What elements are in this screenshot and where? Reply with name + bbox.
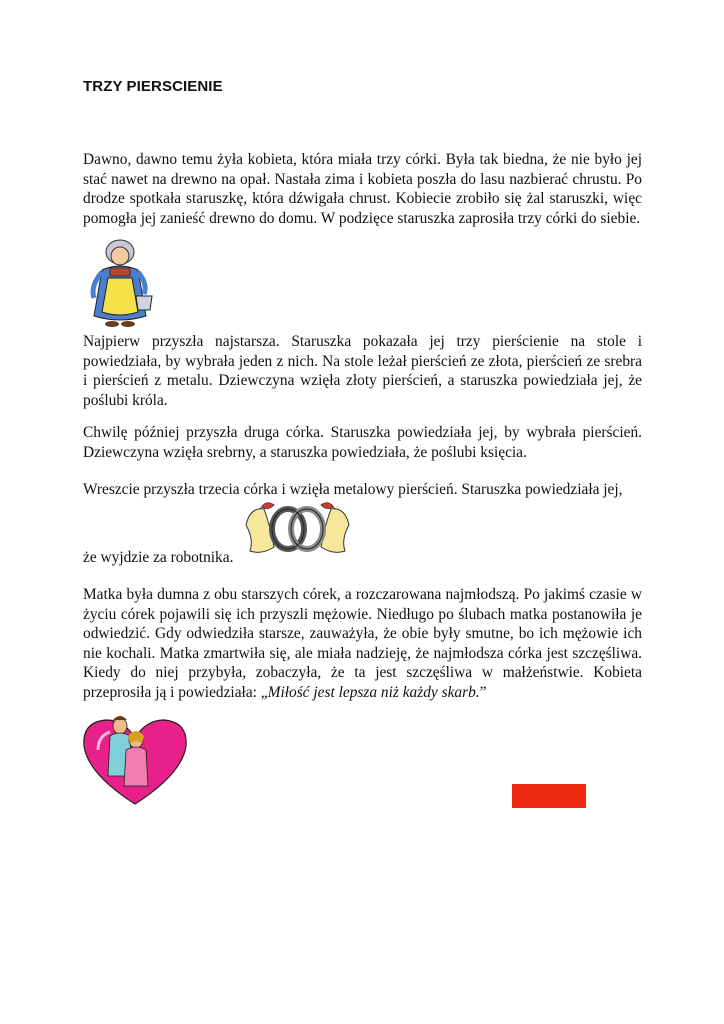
paragraph-eldest-daughter: Najpierw przyszła najstarsza. Staruszka pokazała jej trzy pierścienie na stole i powiedziała, by wybrała jeden z nich. Na stole leżał pierścień ze złota, pierścień ze srebra i pierścień z metalu. Dziewczyna wzięła złoty pierścień, a staruszka powiedziała jej, że poślubi króla.	[83, 333, 642, 409]
paragraph-second-daughter: Chwilę później przyszła druga córka. Staruszka powiedziała jej, by wybrała pierścień. Dziewczyna wzięła srebrny, a staruszka powiedziała, że poślubi księcia.	[83, 424, 642, 461]
ending-main-text: Matka była dumna z obu starszych córek, a rozczarowana najmłodszą. Po jakimś czasie w życiu córek pojawili się ich przyszli mężowie. Niedługo po ślubach matka postanowiła je odwiedzić. Gdy odwiedziła starsze, zauważyła, że obie były smutne, bo ich mężowie ich nie kochali. Matka zmartwiła się, ale miała nadzieję, że najmłodsza córka jest szczęśliwa. Kiedy do niej przybyła, zobaczyła, że ta jest szczęśliwa w małżeństwie. Kobieta przeprosiła ją i powiedziała:	[83, 586, 642, 701]
page-title: TRZY PIERSCIENIE	[83, 78, 223, 95]
heart-couple-illustration	[80, 710, 190, 808]
paragraph-ending	[83, 585, 642, 703]
paragraph-intro: Dawno, dawno temu żyła kobieta, która miała trzy córki. Była tak biedna, że nie było jej stać nawet na drewno na opał. Nastała zima i kobieta poszła do lasu nazbierać chrustu. Po drodze spotkała staruszkę, która dźwigała chrust. Kobiecie zrobiło się żal staruszki, więc pomogła jej zanieść drewno do domu. W podzięce staruszka zaprosiła trzy córki do siebie.	[83, 151, 642, 227]
close-quote-mark: ”	[479, 683, 487, 701]
paragraph-worker-line: że wyjdzie za robotnika.	[83, 549, 234, 566]
paragraph-third-daughter: Wreszcie przyszła trzecia córka i wzięła metalowy pierścień. Staruszka powiedziała jej,	[83, 481, 623, 498]
moral-quote: Miłość jest lepsza niż każdy skarb.	[267, 683, 480, 701]
red-rectangle	[512, 784, 586, 808]
open-quote-mark: „	[260, 683, 268, 701]
old-woman-illustration	[80, 238, 156, 330]
